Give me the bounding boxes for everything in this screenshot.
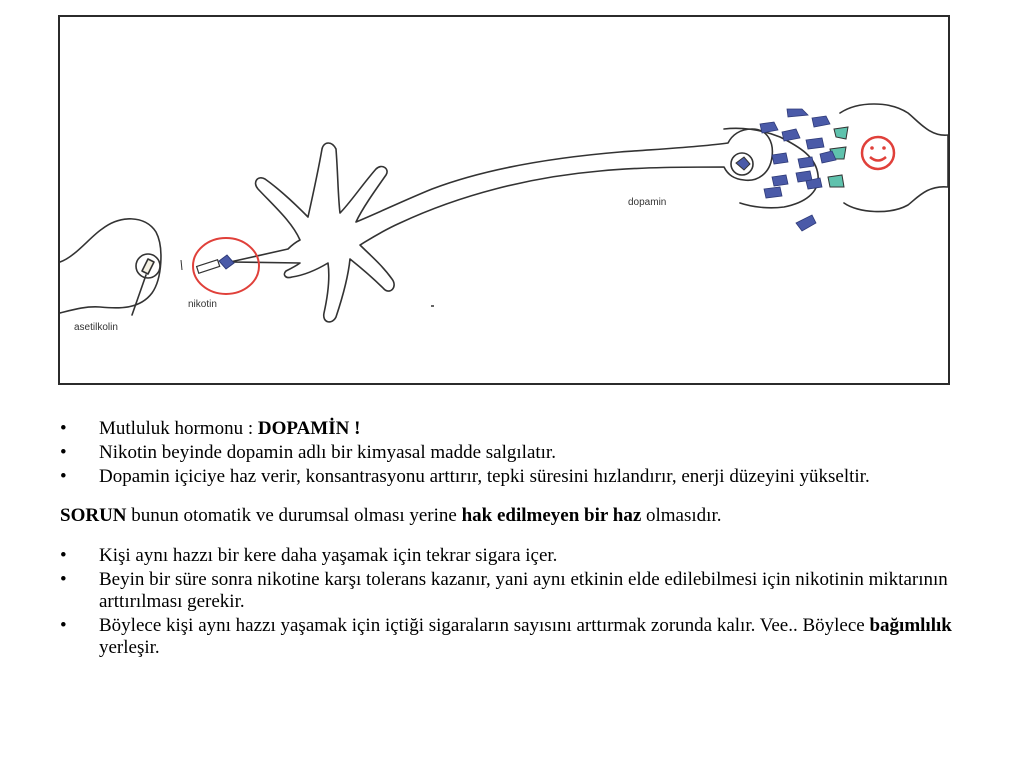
bullet-dot: • xyxy=(60,569,67,590)
happy-face-icon xyxy=(862,137,894,169)
list-item: • Kişi aynı hazzı bir kere daha yaşamak için tekrar sigara içer. xyxy=(60,545,558,566)
list-item: • Mutluluk hormonu : DOPAMİN ! xyxy=(60,418,361,439)
dopamine-label: dopamin xyxy=(628,197,667,208)
bullet-list-1 xyxy=(60,418,970,488)
bullet-dot: • xyxy=(60,545,67,566)
bullet-list-2 xyxy=(60,545,970,659)
neuron-diagram xyxy=(58,15,950,385)
list-item: • Dopamin içiciye haz verir, konsantrasyonu arttırır, tepki süresini hızlandırır, enerji düzeyini yükseltir. xyxy=(60,466,870,487)
bullet-dot: • xyxy=(60,442,67,463)
dopamine-molecules xyxy=(760,109,836,231)
synaptic-vesicle xyxy=(731,153,753,175)
slide-text xyxy=(60,418,970,661)
list-item: • Beyin bir süre sonra nikotine karşı tolerans kazanır, yani aynı etkinin elde edilebilmesi için nikotinin miktarının arttırılması gerekir. xyxy=(60,569,948,612)
list-item: • Böylece kişi aynı hazzı yaşamak için içtiği sigaraların sayısını arttırmak zorunda kalır. Vee.. Böylece bağımlılık yerleşir. xyxy=(60,615,952,658)
acetylcholine-pointer xyxy=(132,275,146,315)
problem-paragraph: SORUN bunun otomatik ve durumsal olması yerine hak edilmeyen bir haz olmasıdır. xyxy=(60,505,722,526)
acetylcholine-label: asetilkolin xyxy=(74,322,118,333)
list-item: • Nikotin beyinde dopamin adlı bir kimyasal madde salgılatır. xyxy=(60,442,556,463)
bullet-dot: • xyxy=(60,418,67,439)
nicotine-site xyxy=(181,238,259,294)
bullet-dot: • xyxy=(60,615,67,636)
nicotine-label: nikotin xyxy=(188,299,217,310)
bullet-dot: • xyxy=(60,466,67,487)
neuron-illustration xyxy=(60,17,948,383)
neuron-soma xyxy=(230,129,772,322)
